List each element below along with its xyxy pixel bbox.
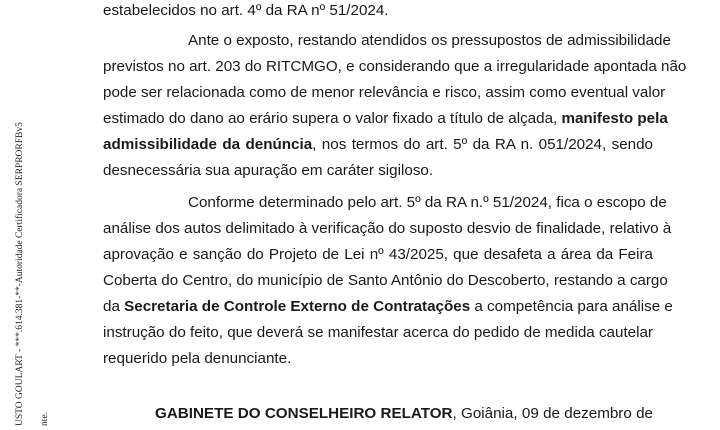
bold-text: manifesto pela <box>561 110 668 127</box>
paragraph-line: admissibilidade da denúncia, nos termos do art. 5º da RA n. 051/2024, sendo <box>103 136 653 153</box>
paragraph-line: Coberta do Centro, do município de Santo Antônio do Descoberto, restando a cargo <box>103 272 668 289</box>
bold-text: admissibilidade da denúncia <box>103 136 313 153</box>
paragraph-line: análise dos autos delimitado à verificação do suposto desvio de finalidade, relativo à <box>103 220 672 237</box>
closing-line: GABINETE DO CONSELHEIRO RELATOR, Goiânia, 09 de dezembro de <box>155 405 653 422</box>
signature-margin <box>0 0 64 430</box>
signature-text-2: nte. <box>40 412 50 426</box>
bold-text: Secretaria de Controle Externo de Contratações <box>124 298 471 315</box>
paragraph-line: aprovação e sanção do Projeto de Lei nº 43/2025, que desafeta a área da Feira <box>103 246 653 263</box>
paragraph-line: pode ser relacionada como de menor relevância e risco, assim como eventual valor <box>103 84 666 101</box>
paragraph-line: requerido pela denunciante. <box>103 350 292 367</box>
signature-text: USTO GOULART - ***.614.381-**-Autoridade Certificadora SERPRORFBv5 <box>15 122 25 426</box>
paragraph-line: Conforme determinado pelo art. 5º da RA n.º 51/2024, fica o escopo de <box>188 194 667 211</box>
paragraph-line: estabelecidos no art. 4º da RA nº 51/2024. <box>103 2 389 19</box>
bold-text: GABINETE DO CONSELHEIRO RELATOR <box>155 405 453 422</box>
paragraph-line: instrução do feito, que deverá se manifestar acerca do pedido de medida cautelar <box>103 324 653 341</box>
paragraph-line: da Secretaria de Controle Externo de Contratações a competência para análise e <box>103 298 673 315</box>
paragraph-line: Ante o exposto, restando atendidos os pressupostos de admissibilidade <box>188 32 671 49</box>
paragraph-line: estimado do dano ao erário supera o valor fixado a título de alçada, manifesto pela <box>103 110 668 127</box>
paragraph-line: previstos no art. 203 do RITCMGO, e considerando que a irregularidade apontada não <box>103 58 687 75</box>
paragraph-line: desnecessária sua apuração em caráter sigiloso. <box>103 162 434 179</box>
